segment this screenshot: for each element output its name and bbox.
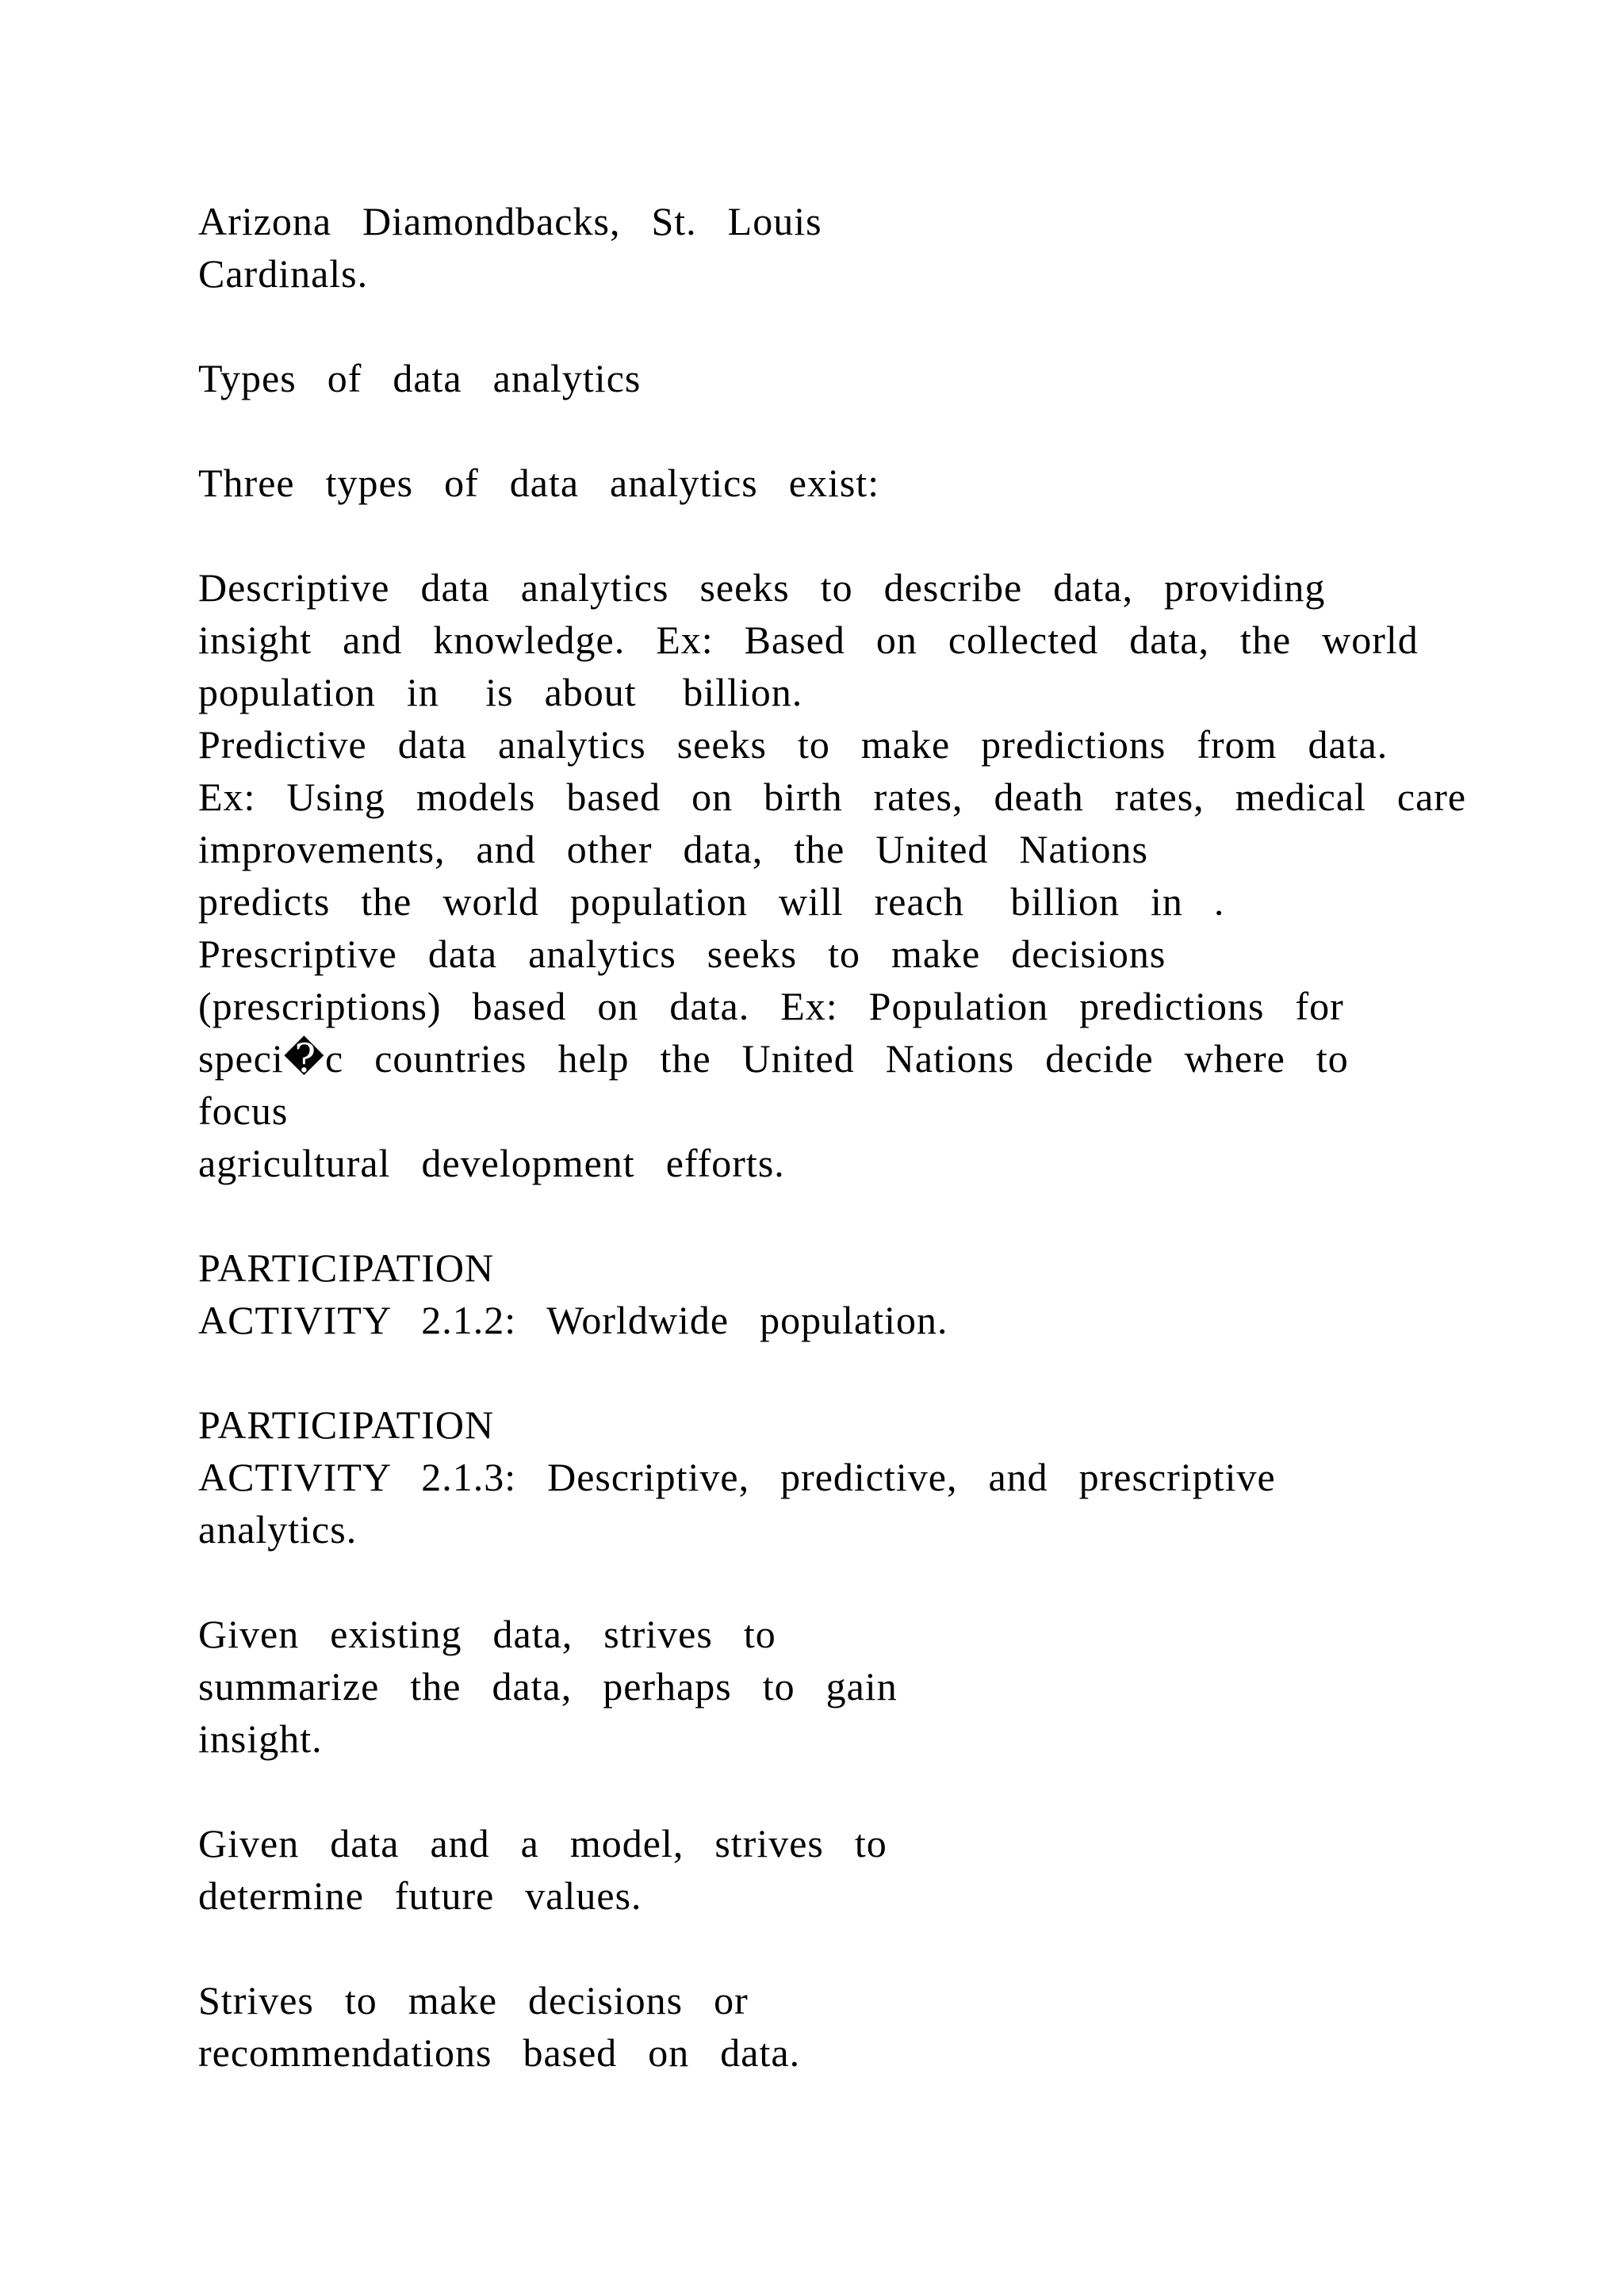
blank-line: [198, 404, 1546, 457]
text-line: analytics.: [198, 1507, 358, 1552]
text-line: determine future values.: [198, 1873, 642, 1918]
text-line: Descriptive data analytics seeks to describe data, providing: [198, 565, 1326, 610]
section-heading: Types of data analytics: [198, 356, 642, 400]
blank-line: [198, 1922, 1546, 1974]
text-line: insight.: [198, 1716, 323, 1761]
text-line: Predictive data analytics seeks to make predictions from data.: [198, 722, 1388, 767]
activity-label: PARTICIPATION: [198, 1402, 495, 1447]
text-line: Ex: Using models based on birth rates, death rates, medical care: [198, 775, 1467, 819]
text-line: Strives to make decisions or: [198, 1978, 749, 2022]
text-line: predicts the world population will reach billion in .: [198, 879, 1225, 924]
blank-line: [198, 1189, 1546, 1242]
text-line: speci�c countries help the United Nations decide where to: [198, 1036, 1349, 1081]
text-line: Prescriptive data analytics seeks to make decisions: [198, 932, 1166, 976]
document-page: [198, 195, 1546, 2079]
text-line: insight and knowledge. Ex: Based on collected data, the world: [198, 618, 1419, 662]
activity-title: ACTIVITY 2.1.3: Descriptive, predictive, and prescriptive: [198, 1455, 1276, 1499]
text-line: Cardinals.: [198, 251, 369, 296]
text-line: Three types of data analytics exist:: [198, 461, 880, 505]
text-line: focus: [198, 1089, 289, 1133]
text-line: Given existing data, strives to: [198, 1612, 776, 1656]
text-line: summarize the data, perhaps to gain: [198, 1664, 898, 1709]
text-line: agricultural development efforts.: [198, 1141, 785, 1185]
text-line: (prescriptions) based on data. Ex: Population predictions for: [198, 984, 1344, 1028]
activity-title: ACTIVITY 2.1.2: Worldwide population.: [198, 1298, 948, 1342]
text-line: population in is about billion.: [198, 670, 803, 714]
blank-line: [198, 509, 1546, 561]
text-line: improvements, and other data, the United Nations: [198, 827, 1148, 871]
text-line: Arizona Diamondbacks, St. Louis: [198, 199, 822, 243]
activity-label: PARTICIPATION: [198, 1246, 495, 1290]
blank-line: [198, 300, 1546, 352]
blank-line: [198, 1556, 1546, 1608]
blank-line: [198, 1765, 1546, 1817]
blank-line: [198, 1346, 1546, 1399]
text-line: Given data and a model, strives to: [198, 1821, 887, 1866]
text-line: recommendations based on data.: [198, 2030, 801, 2075]
